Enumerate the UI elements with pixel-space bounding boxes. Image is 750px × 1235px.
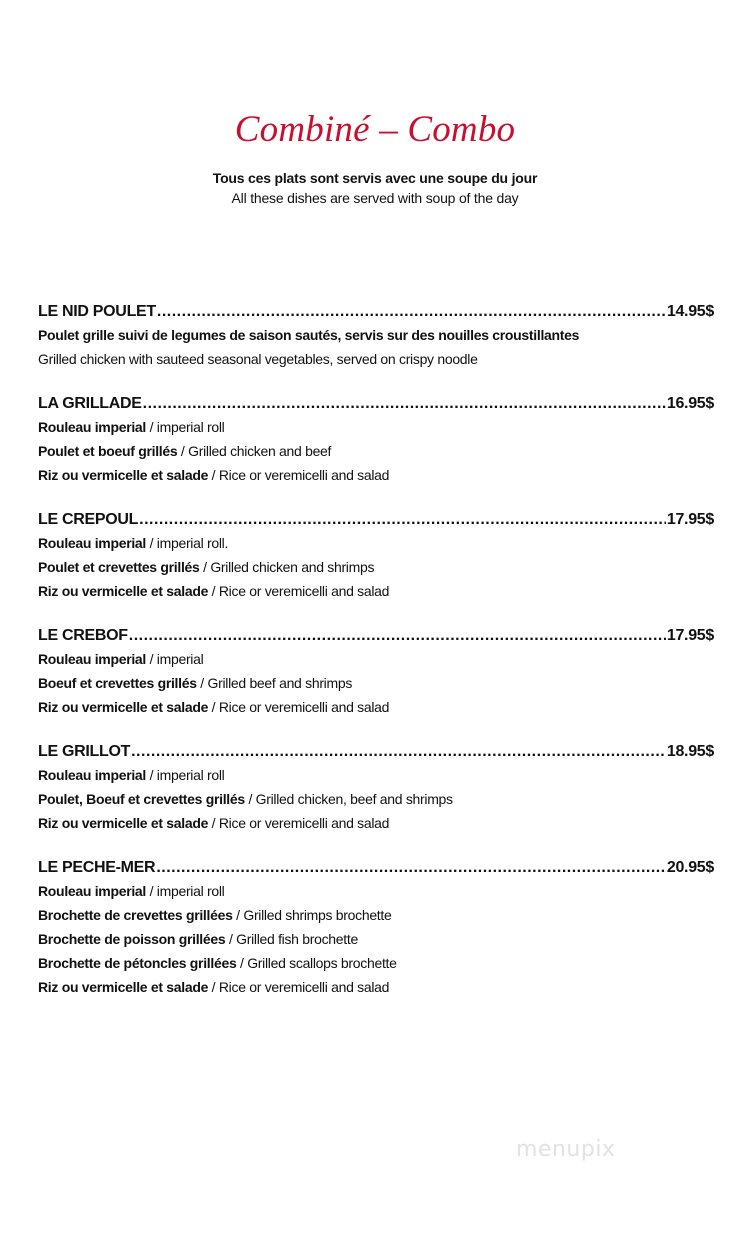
page-title: Combiné – Combo [234,109,516,150]
menu-item-header [38,625,714,647]
line-english: Rice or veremicelli and salad [218,467,390,483]
menu-item-la-grillade [38,393,714,487]
line-english: imperial roll [156,883,225,899]
menu-item-line: Poulet et boeuf grillés / Grilled chicken and beef [38,443,332,459]
line-french: Brochette de poisson grillées [38,931,226,947]
menu-item-name: LE NID POULET [38,303,156,320]
line-french: Rouleau imperial [38,419,147,435]
menu-item-le-nid-poulet [38,301,714,371]
subtitle-english: All these dishes are served with soup of the day [231,190,519,206]
line-english: Rice or veremicelli and salad [218,979,390,995]
menu-item-description-fr: Poulet grille suivi de legumes de saison sautés, servis sur des nouilles croustillantes [38,327,580,343]
line-english: Rice or veremicelli and salad [218,583,390,599]
menu-item-line: Riz ou vermicelle et salade / Rice or veremicelli and salad [38,979,390,995]
menu-item-name: LE CREBOF [38,627,128,644]
line-english: Grilled chicken and beef [188,443,332,459]
menu-list [38,301,714,1021]
line-english: imperial roll. [156,535,229,551]
menu-item-name: LE PECHE-MER [38,859,156,876]
menu-item-header [38,857,714,879]
menu-item-header [38,509,714,531]
dot-leader [143,393,666,415]
menupix-watermark: menupix [516,1137,616,1162]
menu-item-price: 18.95$ [666,743,714,760]
menu-item-line: Rouleau imperial / imperial roll. [38,535,229,551]
menu-item-name: LE CREPOUL [38,511,139,528]
menu-item-description-en: Grilled chicken with sauteed seasonal vegetables, served on crispy noodle [38,351,478,367]
menu-item-line: Poulet, Boeuf et crevettes grillés / Grilled chicken, beef and shrimps [38,791,453,807]
menu-item-name: LA GRILLADE [38,395,142,412]
line-french: Poulet et boeuf grillés [38,443,178,459]
menu-item-line: Riz ou vermicelle et salade / Rice or veremicelli and salad [38,467,390,483]
menu-item-line: Brochette de poisson grillées / Grilled fish brochette [38,931,358,947]
dot-leader [157,301,666,323]
menu-item-price: 16.95$ [666,395,714,412]
line-french: Riz ou vermicelle et salade [38,699,209,715]
line-english: Grilled chicken, beef and shrimps [255,791,453,807]
line-french: Poulet, Boeuf et crevettes grillés [38,791,245,807]
menu-item-line: Rouleau imperial / imperial roll [38,419,225,435]
line-french: Brochette de crevettes grillées [38,907,233,923]
menu-item-le-crebof [38,625,714,719]
menu-item-price: 20.95$ [666,859,714,876]
line-english: Grilled scallops brochette [247,955,397,971]
line-french: Rouleau imperial [38,767,147,783]
menu-item-line: Rouleau imperial / imperial [38,651,204,667]
menu-item-le-grillot [38,741,714,835]
dot-leader [139,509,666,531]
menu-item-name: LE GRILLOT [38,743,131,760]
line-french: Rouleau imperial [38,651,147,667]
line-french: Riz ou vermicelle et salade [38,467,209,483]
menu-item-line: Riz ou vermicelle et salade / Rice or veremicelli and salad [38,815,390,831]
menu-item-le-peche-mer [38,857,714,999]
line-french: Poulet et crevettes grillés [38,559,200,575]
menu-item-line: Poulet et crevettes grillés / Grilled chicken and shrimps [38,559,375,575]
line-french: Riz ou vermicelle et salade [38,815,209,831]
menu-item-line: Brochette de crevettes grillées / Grilled shrimps brochette [38,907,392,923]
dot-leader [131,741,666,763]
line-french: Boeuf et crevettes grillés [38,675,197,691]
subtitle-french: Tous ces plats sont servis avec une soupe du jour [212,170,538,186]
line-english: Grilled fish brochette [236,931,358,947]
menu-item-le-crepoul [38,509,714,603]
line-english: imperial roll [156,767,225,783]
line-english: imperial [156,651,204,667]
line-french: Rouleau imperial [38,535,147,551]
line-english: Grilled chicken and shrimps [210,559,375,575]
menu-item-line: Riz ou vermicelle et salade / Rice or veremicelli and salad [38,699,390,715]
menu-item-line: Rouleau imperial / imperial roll [38,767,225,783]
line-english: Grilled shrimps brochette [243,907,392,923]
line-french: Brochette de pétoncles grillées [38,955,237,971]
menu-item-header [38,741,714,763]
menu-item-line: Brochette de pétoncles grillées / Grilled scallops brochette [38,955,397,971]
dot-leader [129,625,666,647]
dot-leader [156,857,666,879]
menu-item-line: Boeuf et crevettes grillés / Grilled beef and shrimps [38,675,353,691]
menu-item-price: 14.95$ [666,303,714,320]
menu-item-line: Riz ou vermicelle et salade / Rice or veremicelli and salad [38,583,390,599]
menu-item-price: 17.95$ [666,511,714,528]
menu-item-line: Rouleau imperial / imperial roll [38,883,225,899]
menu-item-header [38,393,714,415]
line-french: Rouleau imperial [38,883,147,899]
line-english: Rice or veremicelli and salad [218,815,390,831]
line-english: imperial roll [156,419,225,435]
line-french: Riz ou vermicelle et salade [38,979,209,995]
line-english: Rice or veremicelli and salad [218,699,390,715]
menu-item-header [38,301,714,323]
line-french: Riz ou vermicelle et salade [38,583,209,599]
line-english: Grilled beef and shrimps [207,675,353,691]
menu-item-price: 17.95$ [666,627,714,644]
